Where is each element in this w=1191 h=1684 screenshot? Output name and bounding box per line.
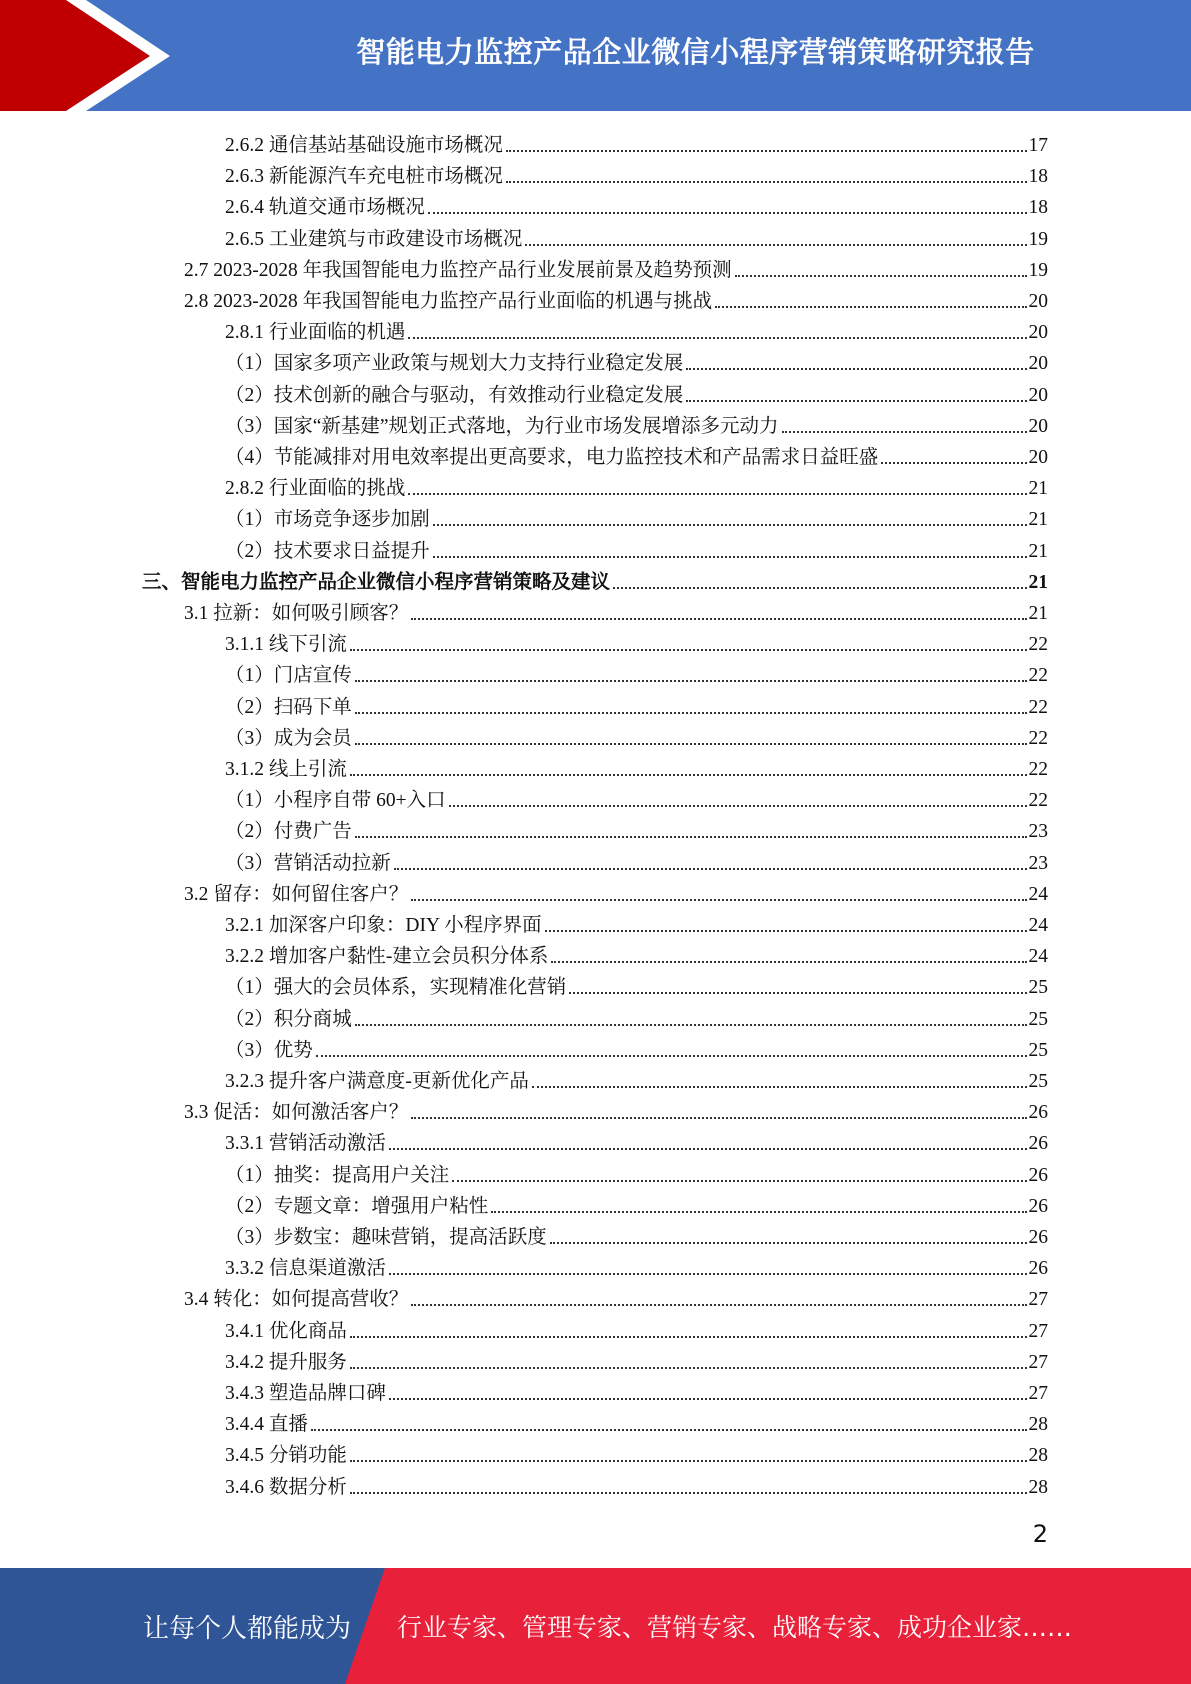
toc-entry-page: 20 xyxy=(1028,353,1048,375)
toc-dot-leader xyxy=(428,212,1027,214)
toc-entry[interactable] xyxy=(225,782,1048,813)
toc-dot-leader xyxy=(350,649,1027,651)
toc-entry[interactable] xyxy=(225,907,1048,938)
toc-entry-label: 2.8 2023-2028 年我国智能电力监控产品行业面临的机遇与挑战 xyxy=(184,291,713,312)
toc-entry[interactable] xyxy=(225,1219,1048,1250)
toc-entry-label: 3.3.1 营销活动激活 xyxy=(225,1133,386,1155)
toc-entry[interactable] xyxy=(225,533,1048,564)
toc-entry-page: 20 xyxy=(1028,415,1048,437)
toc-entry-label: 3.2.3 提升客户满意度-更新优化产品 xyxy=(225,1071,529,1092)
toc-entry-label: 3.1.1 线下引流 xyxy=(225,634,347,656)
toc-entry[interactable] xyxy=(225,1188,1048,1219)
toc-entry-label: 2.6.2 通信基站基础设施市场概况 xyxy=(225,135,503,156)
toc-entry-label: 3.2.1 加深客户印象：DIY 小程序界面 xyxy=(225,915,542,936)
toc-entry-page: 26 xyxy=(1028,1258,1048,1280)
toc-dot-leader xyxy=(550,1242,1027,1244)
toc-dot-leader xyxy=(389,1148,1027,1150)
toc-dot-leader xyxy=(433,556,1027,558)
toc-entry-label: 2.7 2023-2028 年我国智能电力监控产品行业发展前景及趋势预测 xyxy=(184,259,732,281)
toc-entry-page: 24 xyxy=(1028,915,1048,936)
toc-entry-label: （1）抽奖：提高用户关注 xyxy=(225,1164,450,1186)
toc-entry[interactable] xyxy=(225,720,1048,751)
toc-entry[interactable] xyxy=(142,564,1048,595)
toc-entry-label: 2.8.1 行业面临的机遇 xyxy=(225,322,406,344)
toc-entry[interactable] xyxy=(225,377,1048,408)
toc-entry-page: 27 xyxy=(1028,1320,1048,1342)
toc-entry-page: 21 xyxy=(1028,571,1048,593)
toc-dot-leader xyxy=(394,868,1027,870)
toc-entry-label: （3）优势 xyxy=(225,1039,313,1061)
toc-dot-leader xyxy=(569,992,1026,994)
toc-entry-page: 21 xyxy=(1028,603,1048,624)
toc-entry[interactable] xyxy=(225,1406,1048,1437)
toc-entry-page: 18 xyxy=(1028,197,1048,219)
toc-entry[interactable] xyxy=(225,938,1048,969)
toc-entry-label: 三、智能电力监控产品企业微信小程序营销策略及建议 xyxy=(142,571,611,593)
page-footer xyxy=(0,1568,1191,1684)
toc-entry-page: 26 xyxy=(1028,1133,1048,1155)
toc-entry-page: 22 xyxy=(1028,727,1048,749)
toc-entry-label: 3.4 转化：如何提高营收？ xyxy=(184,1289,409,1311)
toc-entry[interactable] xyxy=(184,1281,1048,1312)
toc-entry-page: 17 xyxy=(1028,135,1048,156)
toc-dot-leader xyxy=(316,1055,1027,1057)
toc-entry-label: （2）技术要求日益提升 xyxy=(225,540,430,562)
toc-entry[interactable] xyxy=(225,1001,1048,1032)
toc-entry-page: 28 xyxy=(1028,1476,1048,1498)
toc-dot-leader xyxy=(311,1429,1027,1431)
toc-entry-page: 22 xyxy=(1028,634,1048,656)
toc-entry[interactable] xyxy=(225,751,1048,782)
footer-slogan-left: 让每个人都能成为 xyxy=(143,1613,352,1644)
toc-dot-leader xyxy=(613,587,1026,589)
toc-entry-page: 26 xyxy=(1028,1195,1048,1217)
toc-entry[interactable] xyxy=(225,1032,1048,1063)
toc-entry-page: 20 xyxy=(1028,291,1048,312)
toc-entry[interactable] xyxy=(225,1344,1048,1375)
toc-entry[interactable] xyxy=(184,252,1048,283)
toc-entry-page: 21 xyxy=(1028,478,1048,500)
toc-entry[interactable] xyxy=(225,408,1048,439)
toc-dot-leader xyxy=(735,275,1027,277)
toc-entry-page: 22 xyxy=(1028,790,1048,812)
toc-dot-leader xyxy=(532,1086,1027,1088)
toc-dot-leader xyxy=(350,1492,1027,1494)
toc-entry-page: 24 xyxy=(1028,946,1048,968)
toc-entry[interactable] xyxy=(225,1437,1048,1468)
toc-dot-leader xyxy=(449,805,1027,807)
toc-entry[interactable] xyxy=(225,501,1048,532)
toc-entry-page: 22 xyxy=(1028,665,1048,687)
toc-entry-label: （1）小程序自带 60+入口 xyxy=(225,790,446,812)
toc-entry[interactable] xyxy=(225,1469,1048,1500)
toc-entry[interactable] xyxy=(184,876,1048,907)
toc-entry-page: 26 xyxy=(1028,1227,1048,1248)
toc-entry-page: 21 xyxy=(1028,509,1048,531)
toc-entry-label: （3）步数宝：趣味营销，提高活跃度 xyxy=(225,1227,547,1248)
toc-entry[interactable] xyxy=(225,127,1048,158)
toc-entry-page: 26 xyxy=(1028,1164,1048,1186)
toc-entry[interactable] xyxy=(225,657,1048,688)
toc-entry-page: 18 xyxy=(1028,166,1048,188)
toc-entry-label: 3.4.2 提升服务 xyxy=(225,1351,347,1373)
toc-dot-leader xyxy=(355,836,1027,838)
toc-entry-label: （1）市场竞争逐步加剧 xyxy=(225,509,430,531)
toc-dot-leader xyxy=(408,493,1026,495)
toc-entry[interactable] xyxy=(184,1094,1048,1125)
toc-entry-page: 28 xyxy=(1028,1445,1048,1467)
toc-entry[interactable] xyxy=(225,470,1048,501)
toc-entry[interactable] xyxy=(225,221,1048,252)
toc-entry[interactable] xyxy=(225,158,1048,189)
toc-entry-label: （2）积分商城 xyxy=(225,1008,352,1030)
toc-dot-leader xyxy=(506,150,1027,152)
toc-dot-leader xyxy=(715,306,1026,308)
toc-entry-label: （2）扫码下单 xyxy=(225,696,352,718)
toc-entry[interactable] xyxy=(225,439,1048,470)
toc-entry-label: （3）成为会员 xyxy=(225,727,352,749)
report-title: 智能电力监控产品企业微信小程序营销策略研究报告 xyxy=(356,34,1035,69)
toc-entry-page: 20 xyxy=(1028,447,1048,468)
toc-entry[interactable] xyxy=(184,283,1048,314)
toc-dot-leader xyxy=(545,930,1027,932)
toc-entry-label: 2.6.4 轨道交通市场概况 xyxy=(225,197,425,219)
toc-entry-label: （4）节能减排对用电效率提出更高要求，电力监控技术和产品需求日益旺盛 xyxy=(225,447,879,468)
toc-dot-leader xyxy=(686,368,1026,370)
toc-entry-label: （2）技术创新的融合与驱动，有效推动行业稳定发展 xyxy=(225,384,684,406)
toc-entry[interactable] xyxy=(225,1157,1048,1188)
toc-entry-label: 3.4.5 分销功能 xyxy=(225,1445,347,1467)
toc-dot-leader xyxy=(551,961,1026,963)
toc-entry-label: （1）门店宣传 xyxy=(225,665,352,687)
toc-dot-leader xyxy=(408,337,1026,339)
toc-entry-label: 3.1 拉新：如何吸引顾客？ xyxy=(184,603,409,624)
toc-entry[interactable] xyxy=(225,1313,1048,1344)
toc-entry[interactable] xyxy=(225,969,1048,1000)
toc-entry-page: 25 xyxy=(1028,977,1048,999)
toc-entry-page: 27 xyxy=(1028,1351,1048,1373)
toc-entry-page: 20 xyxy=(1028,322,1048,344)
toc-entry-page: 27 xyxy=(1028,1289,1048,1311)
toc-entry-page: 25 xyxy=(1028,1008,1048,1030)
toc-entry[interactable] xyxy=(225,1250,1048,1281)
toc-entry-label: 3.4.1 优化商品 xyxy=(225,1320,347,1342)
toc-dot-leader xyxy=(411,899,1026,901)
toc-entry-label: 3.4.6 数据分析 xyxy=(225,1476,347,1498)
toc-entry-page: 22 xyxy=(1028,696,1048,718)
toc-entry-page: 26 xyxy=(1028,1102,1048,1124)
toc-entry-label: （2）专题文章：增强用户粘性 xyxy=(225,1195,489,1217)
toc-entry-page: 22 xyxy=(1028,759,1048,780)
toc-entry[interactable] xyxy=(225,813,1048,844)
toc-entry-label: 3.3 促活：如何激活客户？ xyxy=(184,1102,409,1124)
toc-entry-label: 3.4.4 直播 xyxy=(225,1414,308,1436)
toc-entry[interactable] xyxy=(225,689,1048,720)
toc-entry-label: （3）国家“新基建”规划正式落地，为行业市场发展增添多元动力 xyxy=(225,415,779,437)
toc-dot-leader xyxy=(525,244,1026,246)
toc-entry-label: 2.6.3 新能源汽车充电桩市场概况 xyxy=(225,166,503,188)
toc-entry[interactable] xyxy=(225,1125,1048,1156)
toc-entry-label: 3.2 留存：如何留住客户？ xyxy=(184,883,409,905)
toc-entry-page: 23 xyxy=(1028,852,1048,874)
toc-entry[interactable] xyxy=(184,595,1048,626)
toc-dot-leader xyxy=(350,1367,1027,1369)
toc-entry[interactable] xyxy=(225,189,1048,220)
footer-slogan-right: 行业专家、管理专家、营销专家、战略专家、成功企业家…… xyxy=(397,1613,1073,1642)
toc-dot-leader xyxy=(411,1304,1026,1306)
toc-entry[interactable] xyxy=(225,845,1048,876)
page-header xyxy=(0,0,1191,111)
toc-dot-leader xyxy=(389,1398,1027,1400)
toc-entry-page: 19 xyxy=(1028,259,1048,281)
toc-dot-leader xyxy=(350,1336,1027,1338)
toc-entry-label: 3.3.2 信息渠道激活 xyxy=(225,1258,386,1280)
toc-entry[interactable] xyxy=(225,1063,1048,1094)
toc-dot-leader xyxy=(491,1211,1026,1213)
toc-dot-leader xyxy=(389,1273,1027,1275)
toc-entry-page: 24 xyxy=(1028,883,1048,905)
toc-dot-leader xyxy=(350,1460,1027,1462)
toc-dot-leader xyxy=(686,400,1026,402)
toc-entry-page: 23 xyxy=(1028,821,1048,843)
toc-entry-label: （3）营销活动拉新 xyxy=(225,852,391,874)
toc-dot-leader xyxy=(411,1117,1026,1119)
toc-entry[interactable] xyxy=(225,345,1048,376)
toc-entry-page: 27 xyxy=(1028,1383,1048,1404)
toc-dot-leader xyxy=(355,680,1027,682)
toc-entry-label: 3.4.3 塑造品牌口碑 xyxy=(225,1383,386,1404)
toc-dot-leader xyxy=(355,1024,1027,1026)
toc-entry-page: 25 xyxy=(1028,1071,1048,1092)
toc-dot-leader xyxy=(433,524,1027,526)
toc-entry-page: 25 xyxy=(1028,1039,1048,1061)
toc-entry[interactable] xyxy=(225,314,1048,345)
toc-entry-page: 21 xyxy=(1028,540,1048,562)
toc-entry-page: 28 xyxy=(1028,1414,1048,1436)
toc-entry-label: （1）强大的会员体系，实现精准化营销 xyxy=(225,977,567,999)
toc-entry-page: 20 xyxy=(1028,384,1048,406)
toc-dot-leader xyxy=(355,743,1027,745)
toc-entry-page: 19 xyxy=(1028,228,1048,250)
toc-dot-leader xyxy=(881,462,1026,464)
toc-dot-leader xyxy=(506,181,1027,183)
toc-entry-label: （1）国家多项产业政策与规划大力支持行业稳定发展 xyxy=(225,353,684,375)
toc-dot-leader xyxy=(355,712,1027,714)
toc-dot-leader xyxy=(782,431,1027,433)
toc-dot-leader xyxy=(350,774,1027,776)
toc-entry[interactable] xyxy=(225,1375,1048,1406)
toc-entry-label: 3.1.2 线上引流 xyxy=(225,759,347,780)
toc-dot-leader xyxy=(411,618,1026,620)
toc-dot-leader xyxy=(452,1180,1026,1182)
page-number: 2 xyxy=(1032,1520,1048,1548)
toc-entry-label: 3.2.2 增加客户黏性-建立会员积分体系 xyxy=(225,946,549,968)
toc-entry-label: 2.6.5 工业建筑与市政建设市场概况 xyxy=(225,228,523,250)
toc-entry-label: （2）付费广告 xyxy=(225,821,352,843)
toc-entry[interactable] xyxy=(225,626,1048,657)
toc-entry-label: 2.8.2 行业面临的挑战 xyxy=(225,478,406,500)
